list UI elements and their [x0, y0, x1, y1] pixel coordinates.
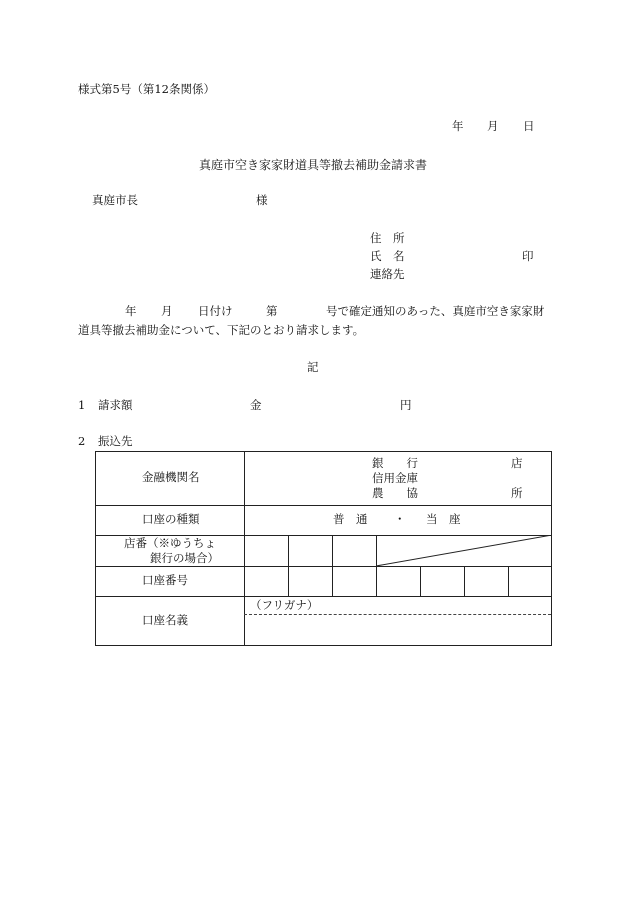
date-year: 年: [452, 119, 464, 133]
ki-heading: 記: [307, 360, 319, 374]
diagonal-slash: [376, 535, 552, 566]
contact-label: 連絡先: [370, 267, 405, 281]
body-number-prefix: 第: [266, 304, 278, 318]
bank-type-bank: 銀 行: [372, 456, 418, 470]
account-type-label: 口座の種類: [142, 512, 200, 526]
body-year: 年: [125, 304, 137, 318]
account-type-ordinary: 普 通: [333, 512, 368, 526]
item1-yen: 円: [400, 398, 412, 412]
item1-kin: 金: [250, 398, 262, 412]
date-month: 月: [487, 119, 499, 133]
account-number-label: 口座番号: [142, 573, 188, 587]
name-label: 氏 名: [370, 249, 405, 263]
seal-mark: 印: [522, 249, 534, 263]
document-title: 真庭市空き家家財道具等撤去補助金請求書: [199, 158, 428, 172]
account-type-dot: ・: [394, 512, 406, 526]
furigana-label: （フリガナ）: [250, 598, 319, 612]
addressee-honorific: 様: [256, 193, 268, 207]
bank-type-shinkin: 信用金庫: [372, 471, 418, 485]
date-day: 日: [523, 119, 535, 133]
address-label: 住 所: [370, 231, 405, 245]
bank-name-label: 金融機関名: [142, 470, 200, 484]
item2-label: 振込先: [98, 434, 133, 448]
bank-type-nokyo: 農 協: [372, 486, 418, 500]
branch-number-label-line1: 店番（※ゆうちょ: [124, 536, 216, 550]
account-name-label: 口座名義: [142, 613, 188, 627]
item2-number: 2: [78, 434, 86, 448]
body-dated: 日付け: [198, 304, 233, 318]
addressee-name: 真庭市長: [92, 193, 138, 207]
bank-suffix-office: 所: [511, 486, 523, 500]
body-line2: 道具等撤去補助金について、下記のとおり請求します。: [78, 323, 365, 337]
branch-number-label-line2: 銀行の場合）: [150, 551, 219, 565]
account-type-current: 当 座: [426, 512, 461, 526]
form-number: 様式第5号（第12条関係）: [78, 82, 215, 96]
item1-number: 1: [78, 398, 86, 412]
body-line1-rest: 号で確定通知のあった、真庭市空き家家財: [326, 304, 545, 318]
body-month: 月: [161, 304, 173, 318]
item1-label: 請求額: [98, 398, 133, 412]
bank-suffix-branch: 店: [511, 456, 523, 470]
